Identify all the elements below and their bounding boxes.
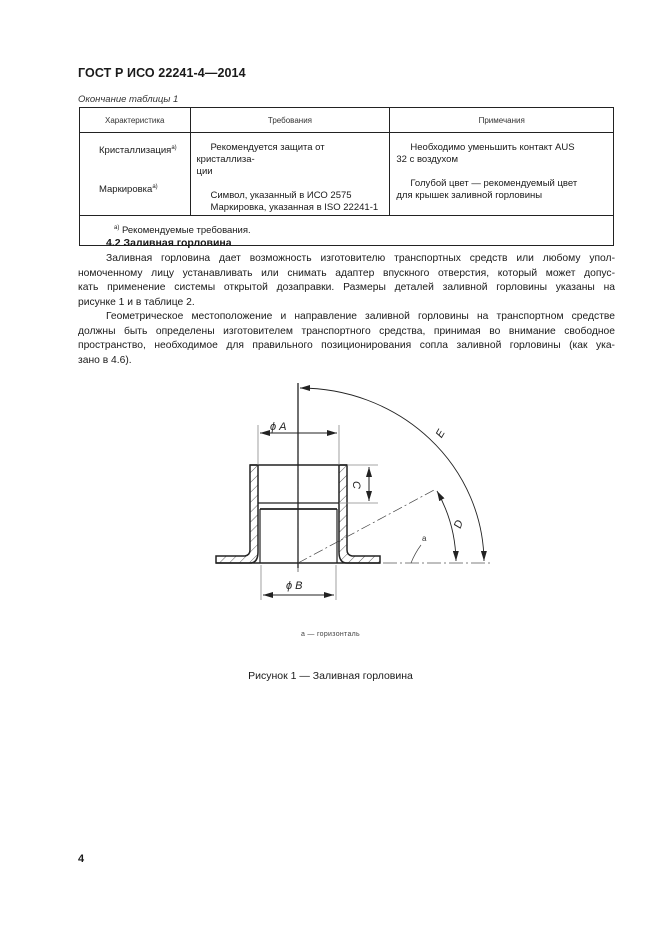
requirement-text: ции [196,166,213,177]
table-caption: Окончание таблицы 1 [78,94,179,105]
figure-caption: Рисунок 1 — Заливная горловина [248,670,413,682]
note-text: 32 с воздухом [396,154,459,165]
figure-legend: a — горизонталь [300,631,361,638]
page-number: 4 [78,853,85,865]
column-header-requirements: Требования [190,108,390,133]
footnote-mark: а) [114,225,120,231]
requirement-text: Рекомендуется защита от кристаллиза- [196,142,325,165]
characteristic-value: Кристаллизация [99,145,172,156]
dimension-c-label: C [350,481,362,489]
document-header: ГОСТ Р ИСО 22241-4—2014 [78,66,246,80]
requirement-text: Маркировка, указанная в ISO 22241-1 [210,202,379,213]
column-header-characteristic: Характеристика [80,108,191,133]
footnote-ref: а) [171,145,177,151]
dimension-b-label: ϕ B [286,580,303,592]
callout-a-label: a [422,534,427,543]
paragraph-line: Заливная горловина дает возможность изготовителю транспортных средств или любому упол- [106,253,615,264]
dimension-a-label: ϕ A [270,421,287,433]
note-text: Голубой цвет — рекомендуемый цвет [410,178,578,189]
angle-e-arc [300,388,484,561]
footnote-text: Рекомендуемые требования. [121,225,251,236]
section-title: 4.2 Заливная горловина [106,237,232,249]
inclined-axis-line [298,489,436,563]
paragraph-line: Геометрическое местоположение и направление заливной горловины на транспортном средстве [106,311,615,322]
note-text: Необходимо уменьшить контакт AUS [410,142,575,153]
requirement-text: Символ, указанный в ИСО 2575 [210,190,352,201]
paragraph-line: номоченному лицу устанавливать или снимать адаптер впускного отверстия, который может допус- [78,267,615,279]
angle-e-label: E [433,427,448,440]
characteristic-value: Маркировка [99,184,153,195]
paragraph-line: кать применение системы открытой дозаправки. Размеры деталей заливной горловины указаны на [78,282,615,293]
footnote-ref: а) [152,184,158,190]
angle-d-label: D [451,518,466,531]
left-wall-section [216,465,258,563]
paragraph-line: пространство, необходимое для правильного позиционирования сопла заливной горловины (как ука- [78,340,615,351]
paragraph-line: должны быть определены изготовителем транспортного средства, принимая во внимание свободное [78,325,615,337]
right-wall-section [339,465,380,563]
paragraph-line: рисунке 1 и в таблице 2. [78,296,195,308]
note-text: для крышек заливной горловины [396,190,543,201]
paragraph-line: зано в 4.6). [78,354,132,366]
callout-a-leader [411,545,421,563]
column-header-notes: Примечания [390,108,614,133]
